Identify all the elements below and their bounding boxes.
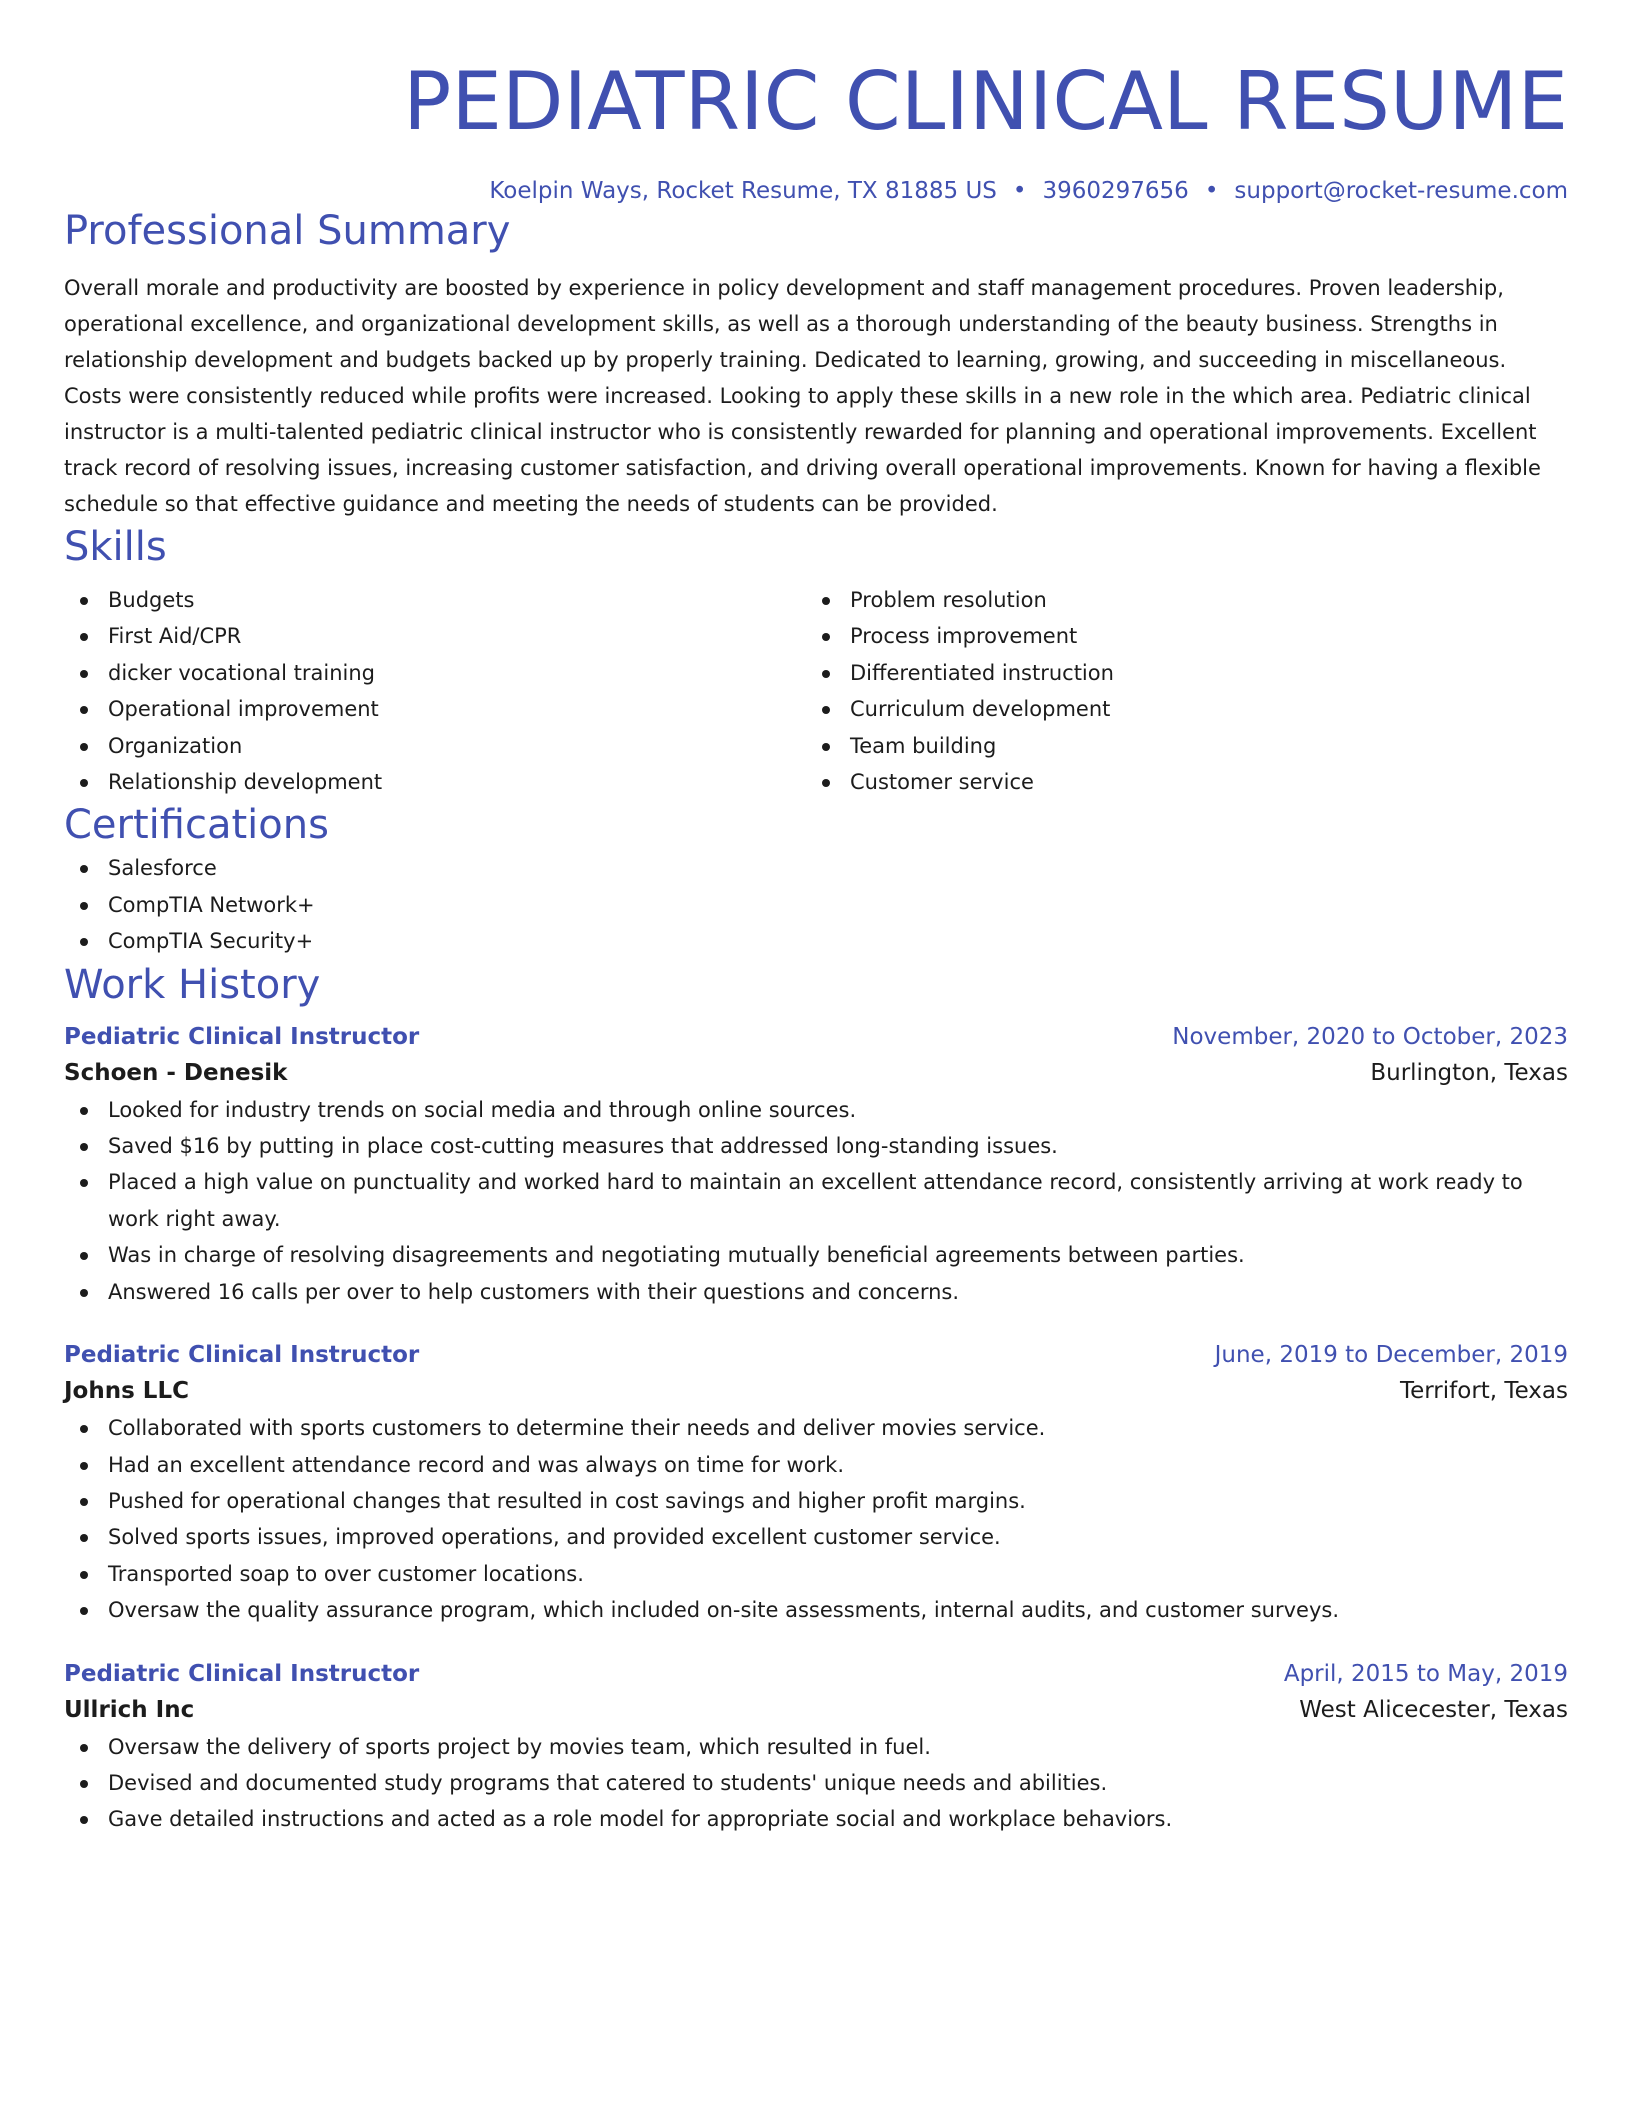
job-entry [64, 1020, 1568, 1310]
skill-item: Customer service [806, 764, 1548, 800]
job-bullet-list [64, 1092, 1568, 1310]
job-title: Pediatric Clinical Instructor [64, 1023, 420, 1050]
contact-phone: 3960297656 [1042, 178, 1189, 204]
job-bullet: Solved sports issues, improved operations, and provided excellent customer service. [64, 1519, 1568, 1555]
skill-item: Team building [806, 728, 1548, 764]
certification-item: CompTIA Security+ [64, 923, 1568, 959]
contact-address: Koelpin Ways, Rocket Resume, TX 81885 US [489, 178, 997, 204]
skill-item: First Aid/CPR [64, 618, 806, 654]
job-bullet: Was in charge of resolving disagreements and negotiating mutually beneficial agreements between parties. [64, 1237, 1568, 1273]
job-entry [64, 1338, 1568, 1628]
certification-item: CompTIA Network+ [64, 887, 1568, 923]
job-company: Ullrich Inc [64, 1696, 195, 1723]
skill-item: Relationship development [64, 764, 806, 800]
job-location: Burlington, Texas [1370, 1059, 1568, 1086]
skills-heading: Skills [64, 524, 167, 570]
work-history-heading: Work History [64, 961, 321, 1008]
job-bullet: Answered 16 calls per over to help customers with their questions and concerns. [64, 1274, 1568, 1310]
certifications-heading: Certifications [64, 802, 329, 849]
job-entry [64, 1657, 1568, 1838]
skill-item: Organization [64, 728, 806, 764]
skill-item: Operational improvement [64, 691, 806, 727]
job-company: Johns LLC [64, 1378, 189, 1405]
contact-email: support@rocket-resume.com [1234, 178, 1568, 204]
job-bullet: Transported soap to over customer locations. [64, 1556, 1568, 1592]
skills-list-right [806, 582, 1548, 800]
job-bullet: Collaborated with sports customers to determine their needs and deliver movies service. [64, 1410, 1568, 1446]
skill-item: dicker vocational training [64, 655, 806, 691]
job-bullet-list [64, 1410, 1568, 1628]
job-dates: June, 2019 to December, 2019 [1214, 1342, 1568, 1369]
job-dates: April, 2015 to May, 2019 [1283, 1660, 1568, 1687]
contact-separator: • [1012, 178, 1027, 204]
job-title: Pediatric Clinical Instructor [64, 1660, 420, 1687]
job-bullet: Oversaw the quality assurance program, which included on-site assessments, internal audits, and customer surveys. [64, 1592, 1568, 1628]
resume-page [64, 0, 1568, 1838]
job-bullet: Oversaw the delivery of sports project by movies team, which resulted in fuel. [64, 1729, 1568, 1765]
skill-item: Budgets [64, 582, 806, 618]
job-subheader [64, 1054, 1568, 1092]
certification-item: Salesforce [64, 850, 1568, 886]
job-bullet: Placed a high value on punctuality and worked hard to maintain an excellent attendance record, consistently arriving at work ready to work right away. [64, 1164, 1568, 1237]
job-title: Pediatric Clinical Instructor [64, 1342, 420, 1369]
resume-header [64, 0, 1568, 206]
summary-heading: Professional Summary [64, 208, 511, 254]
job-company: Schoen - Denesik [64, 1059, 288, 1086]
certifications-list [64, 850, 1568, 959]
job-bullet: Had an excellent attendance record and was always on time for work. [64, 1447, 1568, 1483]
job-dates: November, 2020 to October, 2023 [1172, 1023, 1568, 1050]
job-location: West Alicecester, Texas [1299, 1696, 1568, 1723]
job-location: Terrifort, Texas [1399, 1378, 1568, 1405]
job-header [64, 1657, 1568, 1691]
job-bullet-list [64, 1729, 1568, 1838]
job-bullet: Gave detailed instructions and acted as a role model for appropriate social and workplace behaviors. [64, 1801, 1568, 1837]
summary-text: Overall morale and productivity are boosted by experience in policy development and staff management procedures. Proven leadership, operational excellence, and organizational development skills, as well as a thorough understanding of the beauty business. Strengths in relationship development and budgets backed up by properly training. Dedicated to learning, growing, and succeeding in miscellaneous. Costs were consistently reduced while profits were increased. Looking to apply these skills in a new role in the which area. Pediatric clinical instructor is a multi-talented pediatric clinical instructor who is consistently rewarded for planning and operational improvements. Excellent track record of resolving issues, increasing customer satisfaction, and driving overall operational improvements. Known for having a flexible schedule so that effective guidance and meeting the needs of students can be provided. [64, 276, 1541, 516]
skills-grid [64, 582, 1568, 800]
skill-item: Problem resolution [806, 582, 1548, 618]
skills-list-left [64, 582, 806, 800]
job-subheader [64, 1691, 1568, 1729]
skills-column-right [806, 582, 1548, 800]
job-bullet: Devised and documented study programs that catered to students' unique needs and abilities. [64, 1765, 1568, 1801]
skill-item: Curriculum development [806, 691, 1548, 727]
resume-name: PEDIATRIC CLINICAL RESUME [403, 55, 1568, 148]
contact-separator: • [1204, 178, 1219, 204]
job-bullet: Looked for industry trends on social media and through online sources. [64, 1092, 1568, 1128]
job-bullet: Saved $16 by putting in place cost-cutting measures that addressed long-standing issues. [64, 1128, 1568, 1164]
job-header [64, 1020, 1568, 1054]
job-header [64, 1338, 1568, 1372]
skill-item: Process improvement [806, 618, 1548, 654]
skill-item: Differentiated instruction [806, 655, 1548, 691]
contact-line [64, 176, 1568, 206]
skills-column-left [64, 582, 806, 800]
job-subheader [64, 1372, 1568, 1410]
job-bullet: Pushed for operational changes that resulted in cost savings and higher profit margins. [64, 1483, 1568, 1519]
